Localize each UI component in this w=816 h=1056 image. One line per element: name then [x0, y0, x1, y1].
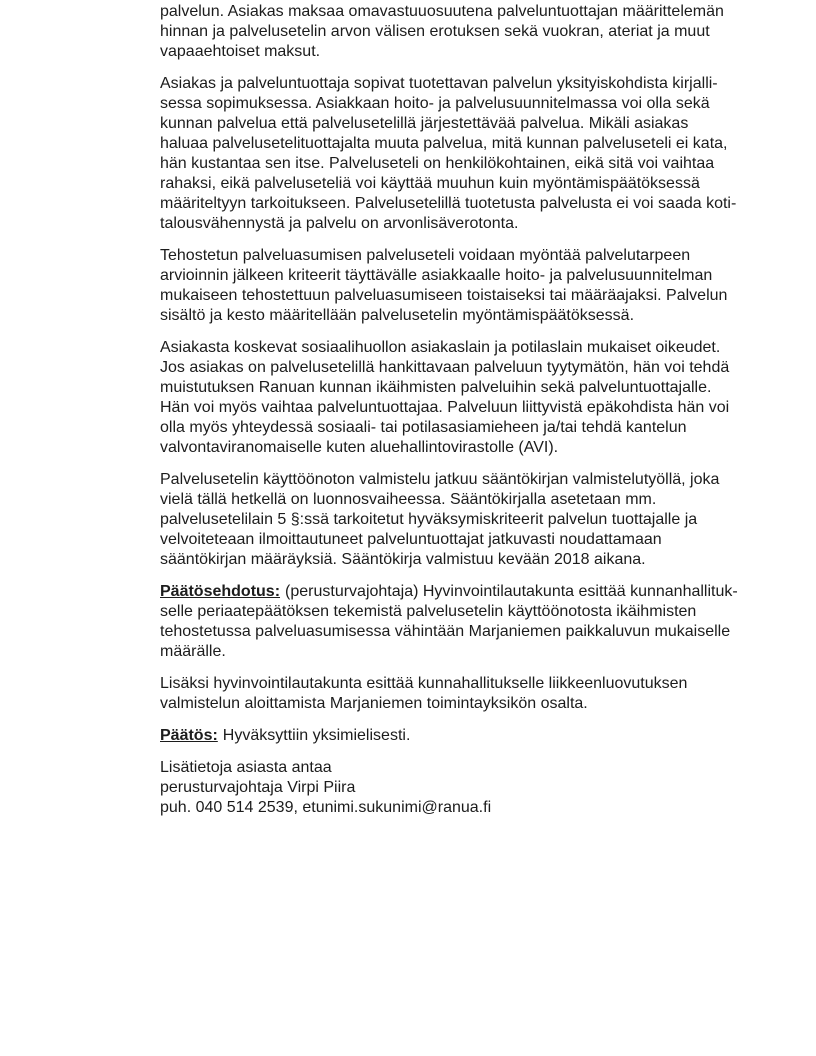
text-line: Lisätietoja asiasta antaa — [160, 759, 332, 776]
text-line: Tehostetun palveluasumisen palveluseteli voidaan myöntää palvelutarpeen — [160, 247, 691, 264]
paragraph — [160, 758, 760, 818]
text-line: olla myös yhteydessä sosiaali- tai potilasasiamieheen ja/tai tehdä kantelun — [160, 419, 687, 436]
text-line: sisältö ja kesto määritellään palvelusetelin myöntämispäätöksessä. — [160, 307, 635, 324]
text-line: Lisäksi hyvinvointilautakunta esittää kunnahallitukselle liikkeenluovutuksen — [160, 675, 688, 692]
text-line: velvoiteteaan ilmoittautuneet palveluntuottajat jatkuvasti noudattamaan — [160, 531, 662, 548]
text-line: palvelusetelilain 5 §:ssä tarkoitetut hyväksymiskriteerit palvelun tuottajalle ja — [160, 511, 698, 528]
paragraph — [160, 674, 760, 714]
paragraph — [160, 74, 760, 234]
text-line: muistutuksen Ranuan kunnan ikäihmisten palveluihin sekä palveluntuottajalle. — [160, 379, 712, 396]
text-line: haluaa palvelusetelituottajalta muuta palvelua, mitä kunnan palveluseteli ei kata, — [160, 135, 728, 152]
text-line — [160, 726, 760, 746]
text-line: Asiakasta koskevat sosiaalihuollon asiakaslain ja potilaslain mukaiset oikeudet. — [160, 339, 721, 356]
text-line: Asiakas ja palveluntuottaja sopivat tuotettavan palvelun yksityiskohdista kirjalli- — [160, 75, 718, 92]
document-body — [160, 2, 760, 830]
text-line: hän kustantaa sen itse. Palveluseteli on henkilökohtainen, eikä sitä voi vaihtaa — [160, 155, 715, 172]
text-line: tehostetussa palveluasumisessa vähintään Marjaniemen paikkaluvun mukaiselle — [160, 623, 731, 640]
text-line: arvioinnin jälkeen kriteerit täyttävälle asiakkaalle hoito- ja palvelusuunnitelman — [160, 267, 713, 284]
text-line: vapaaehtoiset maksut. — [160, 43, 321, 60]
text-line: sääntökirjan määräyksiä. Sääntökirja valmistuu kevään 2018 aikana. — [160, 551, 646, 568]
text-line: Palvelusetelin käyttöönoton valmistelu jatkuu sääntökirjan valmistelutyöllä, joka — [160, 471, 720, 488]
text-line-content: (perusturvajohtaja) Hyvinvointilautakunta esittää kunnanhallituk- — [285, 583, 738, 600]
paragraph — [160, 582, 760, 662]
text-line: hinnan ja palvelusetelin arvon välisen erotuksen sekä vuokran, ateriat ja muut — [160, 23, 710, 40]
paragraph — [160, 726, 760, 746]
text-line: selle periaatepäätöksen tekemistä palvelusetelin käyttöönotosta ikäihmisten — [160, 603, 697, 620]
text-line: perusturvajohtaja Virpi Piira — [160, 779, 356, 796]
text-line: valvontaviranomaiselle kuten aluehallintovirastolle (AVI). — [160, 439, 559, 456]
text-line — [160, 582, 760, 602]
paragraph-label: Päätös: — [160, 727, 218, 744]
paragraph — [160, 246, 760, 326]
text-line: määrälle. — [160, 643, 226, 660]
text-line: kunnan palvelua että palvelusetelillä järjestettävää palvelua. Mikäli asiakas — [160, 115, 689, 132]
text-line: mukaiseen tehostettuun palveluasumiseen toistaiseksi tai määräajaksi. Palvelun — [160, 287, 728, 304]
text-line: Jos asiakas on palvelusetelillä hankittavaan palveluun tyytymätön, hän voi tehdä — [160, 359, 730, 376]
text-line: puh. 040 514 2539, etunimi.sukunimi@ranua.fi — [160, 799, 492, 816]
text-line: palvelun. Asiakas maksaa omavastuuosuutena palveluntuottajan määrittelemän — [160, 3, 724, 20]
paragraph — [160, 2, 760, 62]
paragraph — [160, 470, 760, 570]
text-line-content: Hyväksyttiin yksimielisesti. — [222, 727, 411, 744]
text-line: talousvähennystä ja palvelu on arvonlisäverotonta. — [160, 215, 519, 232]
paragraph-label: Päätösehdotus: — [160, 583, 281, 600]
paragraph — [160, 338, 760, 458]
text-line: vielä tällä hetkellä on luonnosvaiheessa. Sääntökirjalla asetetaan mm. — [160, 491, 657, 508]
text-line: rahaksi, eikä palveluseteliä voi käyttää muuhun kuin myöntämispäätöksessä — [160, 175, 700, 192]
text-line: valmistelun aloittamista Marjaniemen toimintayksikön osalta. — [160, 695, 588, 712]
text-line: Hän voi myös vaihtaa palveluntuottajaa. Palveluun liittyvistä epäkohdista hän voi — [160, 399, 730, 416]
text-line: sessa sopimuksessa. Asiakkaan hoito- ja palvelusuunnitelmassa voi olla sekä — [160, 95, 710, 112]
text-line: määriteltyyn tarkoitukseen. Palvelusetelillä tuotetusta palvelusta ei voi saada koti- — [160, 195, 737, 212]
